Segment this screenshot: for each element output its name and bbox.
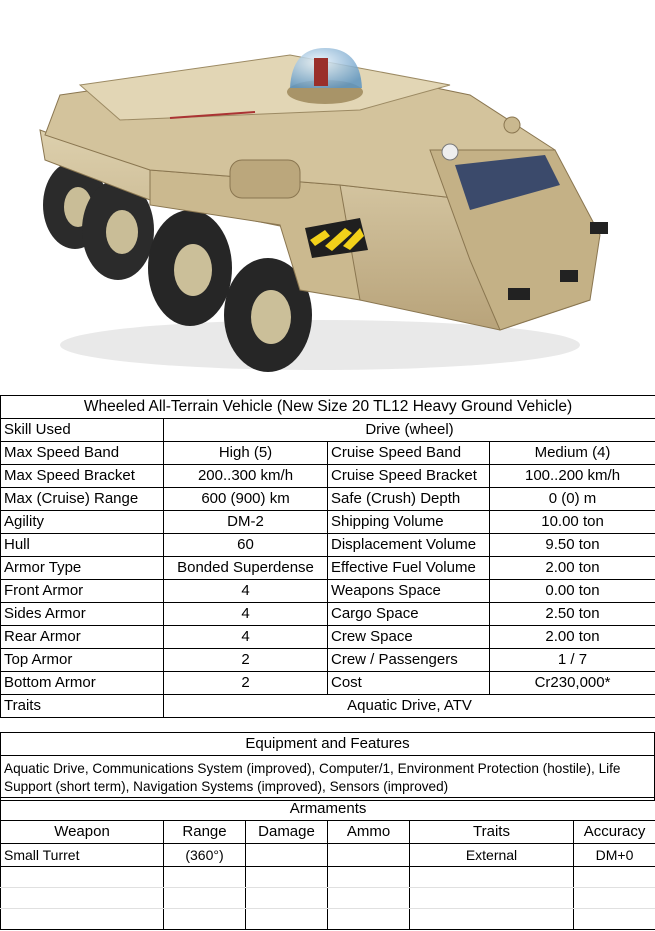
- stat-label: Armor Type: [1, 557, 164, 580]
- column-header: Ammo: [328, 821, 410, 844]
- equipment-text: Aquatic Drive, Communications System (improved), Computer/1, Environment Protection (hostile), Life Support (short term), Navigation Systems (improved), Sensors (improved): [1, 756, 655, 801]
- stat-label: Weapons Space: [328, 580, 490, 603]
- empty-cell: [410, 867, 574, 888]
- stat-value: 4: [164, 626, 328, 649]
- weapon-cell: Small Turret: [1, 844, 164, 867]
- stat-value: 2: [164, 672, 328, 695]
- stat-value: 4: [164, 580, 328, 603]
- stat-label: Rear Armor: [1, 626, 164, 649]
- traits-value: Aquatic Drive, ATV: [164, 695, 655, 718]
- stat-value: 9.50 ton: [490, 534, 655, 557]
- stat-row: [1, 649, 655, 672]
- column-header: Range: [164, 821, 246, 844]
- title-row: [1, 396, 655, 419]
- empty-cell: [574, 909, 655, 930]
- stat-label: Top Armor: [1, 649, 164, 672]
- empty-cell: [574, 888, 655, 909]
- stat-value: 0.00 ton: [490, 580, 655, 603]
- stat-row: [1, 488, 655, 511]
- stat-label: Bottom Armor: [1, 672, 164, 695]
- stat-label: Max (Cruise) Range: [1, 488, 164, 511]
- empty-row: [1, 888, 655, 909]
- stat-value: 4: [164, 603, 328, 626]
- skill-row: [1, 419, 655, 442]
- roof-spotlight: [442, 144, 458, 160]
- empty-cell: [246, 909, 328, 930]
- stat-label: Sides Armor: [1, 603, 164, 626]
- stat-value: Cr230,000*: [490, 672, 655, 695]
- empty-cell: [246, 888, 328, 909]
- stat-label: Agility: [1, 511, 164, 534]
- skill-value: Drive (wheel): [164, 419, 655, 442]
- stat-label: Front Armor: [1, 580, 164, 603]
- empty-row: [1, 909, 655, 930]
- traits-label: Traits: [1, 695, 164, 718]
- stat-value: High (5): [164, 442, 328, 465]
- empty-cell: [164, 867, 246, 888]
- empty-cell: [328, 867, 410, 888]
- stat-label: Cruise Speed Band: [328, 442, 490, 465]
- damage-cell: [246, 844, 328, 867]
- stat-label: Max Speed Band: [1, 442, 164, 465]
- stat-row: [1, 672, 655, 695]
- side-tank: [230, 160, 300, 198]
- empty-cell: [574, 867, 655, 888]
- stat-row: [1, 603, 655, 626]
- stat-label: Hull: [1, 534, 164, 557]
- stat-row: [1, 580, 655, 603]
- stat-value: DM-2: [164, 511, 328, 534]
- stat-value: 60: [164, 534, 328, 557]
- armaments-table: [0, 797, 655, 930]
- empty-cell: [1, 867, 164, 888]
- stat-value: 2: [164, 649, 328, 672]
- traits-cell: External: [410, 844, 574, 867]
- table-row: [1, 844, 655, 867]
- roof-sensor: [504, 117, 520, 133]
- stat-value: Bonded Superdense: [164, 557, 328, 580]
- traits-row: [1, 695, 655, 718]
- empty-cell: [164, 909, 246, 930]
- skill-label: Skill Used: [1, 419, 164, 442]
- stat-label: Safe (Crush) Depth: [328, 488, 490, 511]
- stat-value: 2.00 ton: [490, 557, 655, 580]
- empty-row: [1, 867, 655, 888]
- empty-cell: [410, 909, 574, 930]
- column-header: Weapon: [1, 821, 164, 844]
- stat-row: [1, 557, 655, 580]
- armaments-heading: Armaments: [1, 798, 655, 821]
- stat-row: [1, 534, 655, 557]
- stat-label: Cargo Space: [328, 603, 490, 626]
- column-header: Traits: [410, 821, 574, 844]
- stat-label: Cost: [328, 672, 490, 695]
- stat-row: [1, 511, 655, 534]
- stats-table: [0, 395, 655, 718]
- stat-label: Cruise Speed Bracket: [328, 465, 490, 488]
- equipment-table: [0, 732, 655, 801]
- stat-value: 100..200 km/h: [490, 465, 655, 488]
- empty-cell: [164, 888, 246, 909]
- range-cell: (360°): [164, 844, 246, 867]
- stat-row: [1, 465, 655, 488]
- stat-row: [1, 442, 655, 465]
- column-header: Damage: [246, 821, 328, 844]
- stat-label: Effective Fuel Volume: [328, 557, 490, 580]
- stat-value: 0 (0) m: [490, 488, 655, 511]
- column-header: Accuracy: [574, 821, 655, 844]
- armaments-header-row: [1, 821, 655, 844]
- empty-cell: [328, 888, 410, 909]
- empty-cell: [1, 909, 164, 930]
- empty-cell: [1, 888, 164, 909]
- equipment-heading: Equipment and Features: [1, 733, 655, 756]
- vehicle-illustration: [0, 0, 655, 394]
- empty-cell: [410, 888, 574, 909]
- empty-cell: [328, 909, 410, 930]
- stat-label: Crew Space: [328, 626, 490, 649]
- stat-value: Medium (4): [490, 442, 655, 465]
- stat-value: 200..300 km/h: [164, 465, 328, 488]
- stat-label: Displacement Volume: [328, 534, 490, 557]
- stat-value: 10.00 ton: [490, 511, 655, 534]
- stat-label: Crew / Passengers: [328, 649, 490, 672]
- empty-cell: [246, 867, 328, 888]
- stat-value: 2.50 ton: [490, 603, 655, 626]
- stat-label: Max Speed Bracket: [1, 465, 164, 488]
- stat-label: Shipping Volume: [328, 511, 490, 534]
- vehicle-title: Wheeled All-Terrain Vehicle (New Size 20 TL12 Heavy Ground Vehicle): [1, 396, 655, 419]
- accuracy-cell: DM+0: [574, 844, 655, 867]
- stat-value: 600 (900) km: [164, 488, 328, 511]
- stat-row: [1, 626, 655, 649]
- wheel-front-left-2: [148, 210, 232, 326]
- stat-value: 1 / 7: [490, 649, 655, 672]
- stat-value: 2.00 ton: [490, 626, 655, 649]
- ammo-cell: [328, 844, 410, 867]
